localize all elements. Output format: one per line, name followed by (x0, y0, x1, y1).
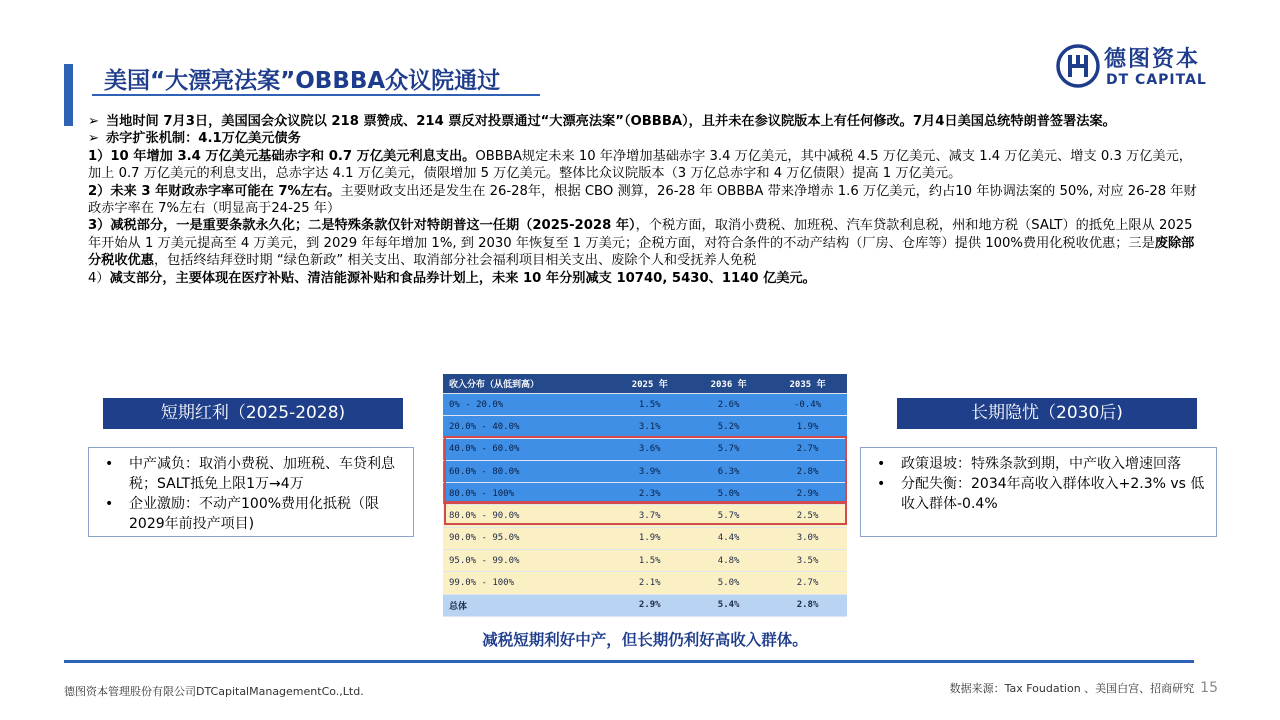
company-logo (1056, 42, 1226, 92)
highlight-box-upper-income (444, 502, 847, 525)
column-header: 收入分布（从低到高） (443, 374, 610, 394)
footer-source: 数据来源：Tax Foudation 、美国白宫、招商研究 15 (949, 680, 1218, 696)
page-number: 15 (1200, 680, 1218, 696)
page-title: 美国“大漂亮法案”OBBBA众议院通过 (104, 68, 501, 94)
bullet-point: ➢ 当地时间 7月3日，美国国会众议院以 218 票赞成、214 票反对投票通过“大漂亮法案”（OBBBA），且并未在参议院版本上有任何修改。7月4日美国总统特朗普签署法案。 (88, 114, 1116, 129)
table-row (443, 550, 847, 572)
list-item: • 企业激励：不动产100%费用化抵税（限2029年前投产项目) (105, 496, 380, 532)
logo-text-en: DT CAPITAL (1106, 72, 1207, 88)
table-cell: 1.9% (768, 416, 847, 438)
arrow-bullet-icon: ➢ (88, 131, 100, 147)
column-header: 2036 年 (689, 374, 768, 394)
body-text (88, 113, 1200, 287)
table-cell: 60.0% - 80.0% (443, 460, 610, 482)
table-cell: 5.2% (689, 416, 768, 438)
table-cell: 4.8% (689, 550, 768, 572)
table-cell: 1.5% (610, 394, 689, 416)
table-cell: 3.9% (610, 460, 689, 482)
table-cell: 5.7% (689, 505, 768, 527)
table-row (443, 572, 847, 594)
table-cell: 2.1% (610, 572, 689, 594)
table-caption: 减税短期利好中产，但长期仍利好高收入群体。 (482, 631, 808, 649)
table-cell: 2.5% (768, 505, 847, 527)
table-cell: 总体 (443, 594, 610, 616)
list-item: • 中产减负：取消小费税、加班税、车贷利息税；SALT抵免上限1万→4万 (105, 456, 395, 492)
table-cell: 2.9% (610, 594, 689, 616)
table-cell: 2.7% (768, 572, 847, 594)
short-term-heading: 短期红利（2025-2028) (103, 398, 403, 429)
bullet-dot-icon: • (877, 456, 886, 472)
table-cell: 2.7% (768, 438, 847, 460)
list-item: • 政策退坡：特殊条款到期，中产收入增速回落 (877, 456, 1181, 472)
table-cell: 3.6% (610, 438, 689, 460)
table-cell: 2.9% (768, 483, 847, 505)
table-row (443, 416, 847, 438)
bullet-dot-icon: • (105, 456, 114, 472)
table-cell: 2.6% (689, 394, 768, 416)
table-cell: 90.0% - 95.0% (443, 527, 610, 549)
table-cell: 99.0% - 100% (443, 572, 610, 594)
bullet-dot-icon: • (105, 496, 114, 512)
table-cell: -0.4% (768, 394, 847, 416)
table-cell: 6.3% (689, 460, 768, 482)
bullet-dot-icon: • (877, 476, 886, 492)
long-term-heading: 长期隐忧（2030后) (897, 398, 1197, 429)
table-cell: 80.0% - 100% (443, 483, 610, 505)
column-header: 2035 年 (768, 374, 847, 394)
table-cell: 3.5% (768, 550, 847, 572)
bullet-point: ➢ 赤字扩张机制：4.1万亿美元债务 (88, 131, 301, 147)
paragraph-3: 3）减税部分，一是重要条款永久化；二是特殊条款仅针对特朗普这一任期（2025-2028 年），个税方面，取消小费税、加班税、汽车贷款利息税，州和地方税（SALT）的抵免上限从 2025 年开始从 1 万美元提高至 4 万美元，到 2029 年每年增加 1%, 到 2030 年恢复至 1 万美元；企税方面，对符合条件的不动产结构（厂房、仓库等）提供 100%费用化税收优惠；三是废除部分税收优惠，包括终结拜登时期 “绿色新政” 相关支出、取消部分社会福利项目相关支出、废除个人和受抚养人免税 (88, 218, 1195, 269)
table-cell: 5.7% (689, 438, 768, 460)
long-term-box (860, 447, 1217, 537)
table-cell: 95.0% - 99.0% (443, 550, 610, 572)
table-cell: 3.1% (610, 416, 689, 438)
short-term-box (88, 447, 414, 537)
table-cell: 5.4% (689, 594, 768, 616)
table-cell: 40.0% - 60.0% (443, 438, 610, 460)
table-cell: 5.0% (689, 572, 768, 594)
paragraph-4: 4）减支部分，主要体现在医疗补贴、清洁能源补贴和食品券计划上，未来 10 年分别减支 10740, 5430、1140 亿美元。 (88, 270, 816, 286)
list-item: • 分配失衡：2034年高收入群体收入+2.3% vs 低收入群体-0.4% (877, 476, 1205, 512)
table-cell: 2.3% (610, 483, 689, 505)
highlight-box-middle-income (444, 436, 847, 503)
title-accent-bar (64, 64, 73, 126)
arrow-bullet-icon: ➢ (88, 114, 100, 129)
table-cell: 80.0% - 90.0% (443, 505, 610, 527)
table-cell: 3.7% (610, 505, 689, 527)
table-row (443, 527, 847, 549)
table-cell: 3.0% (768, 527, 847, 549)
table-cell: 0% - 20.0% (443, 394, 610, 416)
table-row (443, 394, 847, 416)
table-header-row (443, 374, 847, 394)
table-cell: 4.4% (689, 527, 768, 549)
table-cell: 2.8% (768, 460, 847, 482)
table-cell: 2.8% (768, 594, 847, 616)
paragraph-1: 1）10 年增加 3.4 万亿美元基础赤字和 0.7 万亿美元利息支出。OBBBA规定未来 10 年净增加基础赤字 3.4 万亿美元，其中减税 4.5 万亿美元、减支 1.4 万亿美元、增支 0.3 万亿美元，加上 0.7 万亿美元的利息支出，总赤字达 4.1 万亿美元，债限增加 5 万亿美元。整体比众议院版本（3 万亿总赤字和 4 万亿债限）提高 1 万亿美元。 (88, 148, 1192, 182)
table-cell: 1.9% (610, 527, 689, 549)
paragraph-2: 2）未来 3 年财政赤字率可能在 7%左右。主要财政支出还是发生在 26-28年，根据 CBO 测算，26-28 年 OBBBA 带来净增赤 1.6 万亿美元，约占10 年协调法案的 50%, 对应 26-28 年财政赤字率在 7%左右（明显高于24-25 年） (88, 183, 1197, 217)
logo-mark-icon (1056, 44, 1100, 88)
table-cell: 1.5% (610, 550, 689, 572)
footer-company: 德图资本管理股份有限公司DTCapitalManagementCo.,Ltd. (64, 685, 364, 698)
column-header: 2025 年 (610, 374, 689, 394)
footer-divider (64, 660, 1194, 663)
table-row-total (443, 594, 847, 616)
table-cell: 5.0% (689, 483, 768, 505)
logo-text-cn: 德图资本 (1104, 47, 1201, 72)
table-cell: 20.0% - 40.0% (443, 416, 610, 438)
